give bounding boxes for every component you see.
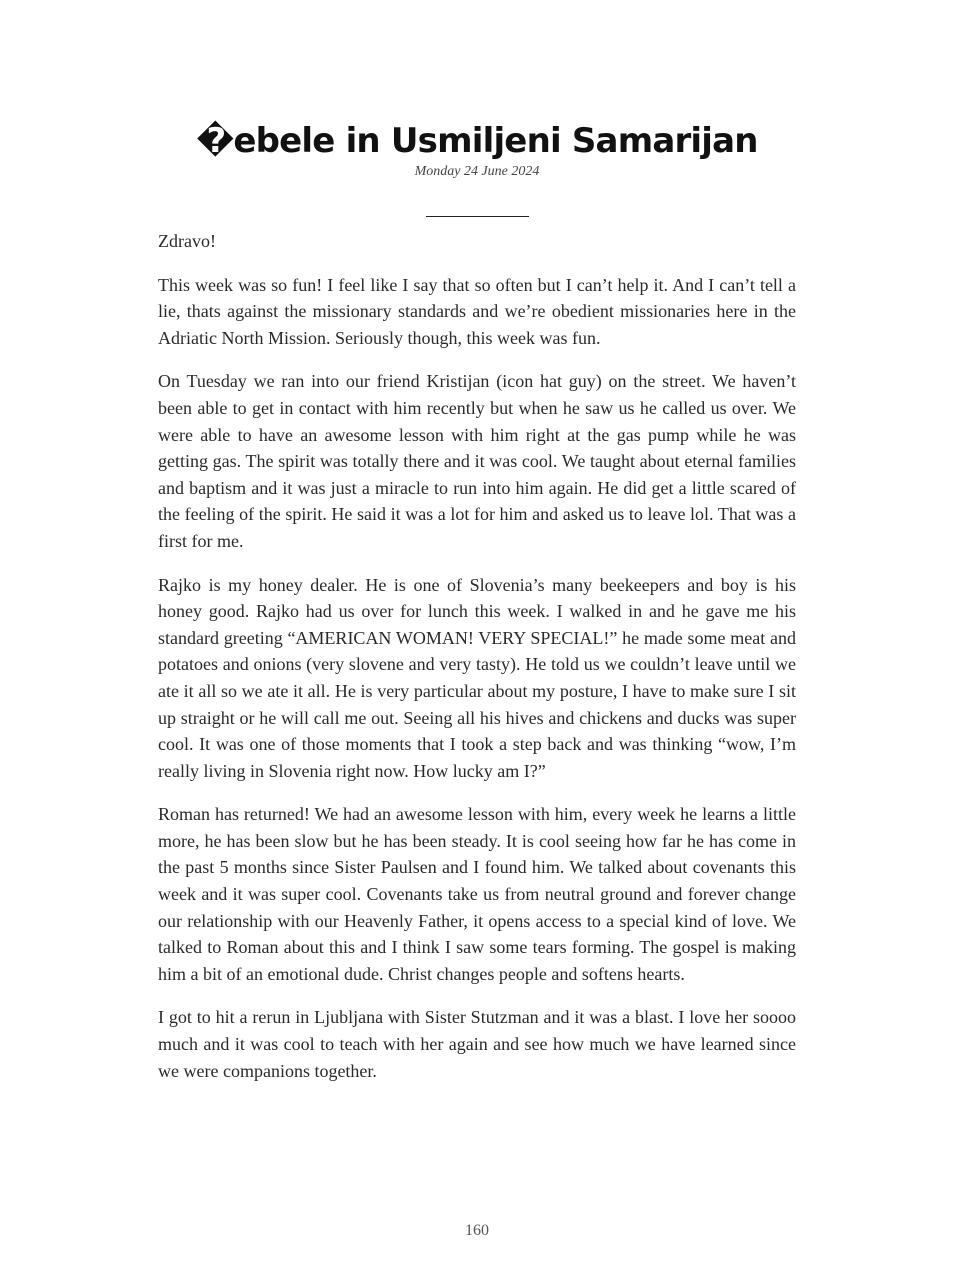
title-divider (426, 216, 529, 217)
paragraph-intro: This week was so fun! I feel like I say that so often but I can’t help it. And I can’t tell a lie, thats against the missionary standards and we’re obedient missionaries here in the Adriatic North Mission. Seriously though, this week was fun. (158, 274, 796, 348)
paragraph-rajko: Rajko is my honey dealer. He is one of Slovenia’s many beekeepers and boy is his honey good. Rajko had us over for lunch this week. I walked in and he gave me his standard greeting “AMERICAN WOMAN! VERY SPECIAL!” he made some meat and potatoes and onions (very slovene and very tasty). He told us we couldn’t leave until we ate it all so we ate it all. He is very particular about my posture, I have to make sure I sit up straight or he will call me out. Seeing all his hives and chickens and ducks was super cool. It was one of those moments that I took a step back and was thinking “wow, I’m really living in Slovenia right now. How lucky am I?” (158, 574, 796, 781)
paragraph-roman: Roman has returned! We had an awesome lesson with him, every week he learns a little more, he has been slow but he has been steady. It is cool seeing how far he has come in the past 5 months since Sister Paulsen and I found him. We talked about covenants this week and it was super cool. Covenants take us from neutral ground and forever change our relationship with our Heavenly Father, it opens access to a special kind of love. We talked to Roman about this and I think I saw some tears forming. The gospel is making him a bit of an emotional dude. Christ changes people and softens hearts. (158, 804, 796, 984)
page-number: 160 (465, 1222, 489, 1239)
paragraph-kristijan: On Tuesday we ran into our friend Kristijan (icon hat guy) on the street. We haven’t been able to get in contact with him recently but when he saw us he called us over. We were able to have an awesome lesson with him right at the gas pump while he was getting gas. The spirit was totally there and it was cool. We taught about eternal families and baptism and it was just a miracle to run into him again. He did get a little scared of the feeling of the spirit. He said it was a lot for him and asked us to leave lol. That was a first for me. (158, 371, 796, 551)
article-date: Monday 24 June 2024 (414, 164, 540, 179)
paragraph-greeting: Zdravo! (158, 231, 216, 251)
article-body (158, 228, 796, 1101)
article-title: �ebele in Usmiljeni Samarijan (196, 121, 758, 161)
paragraph-rerun: I got to hit a rerun in Ljubljana with Sister Stutzman and it was a blast. I love her soooo much and it was cool to teach with her again and see how much we have learned since we were companions together. (158, 1007, 796, 1081)
